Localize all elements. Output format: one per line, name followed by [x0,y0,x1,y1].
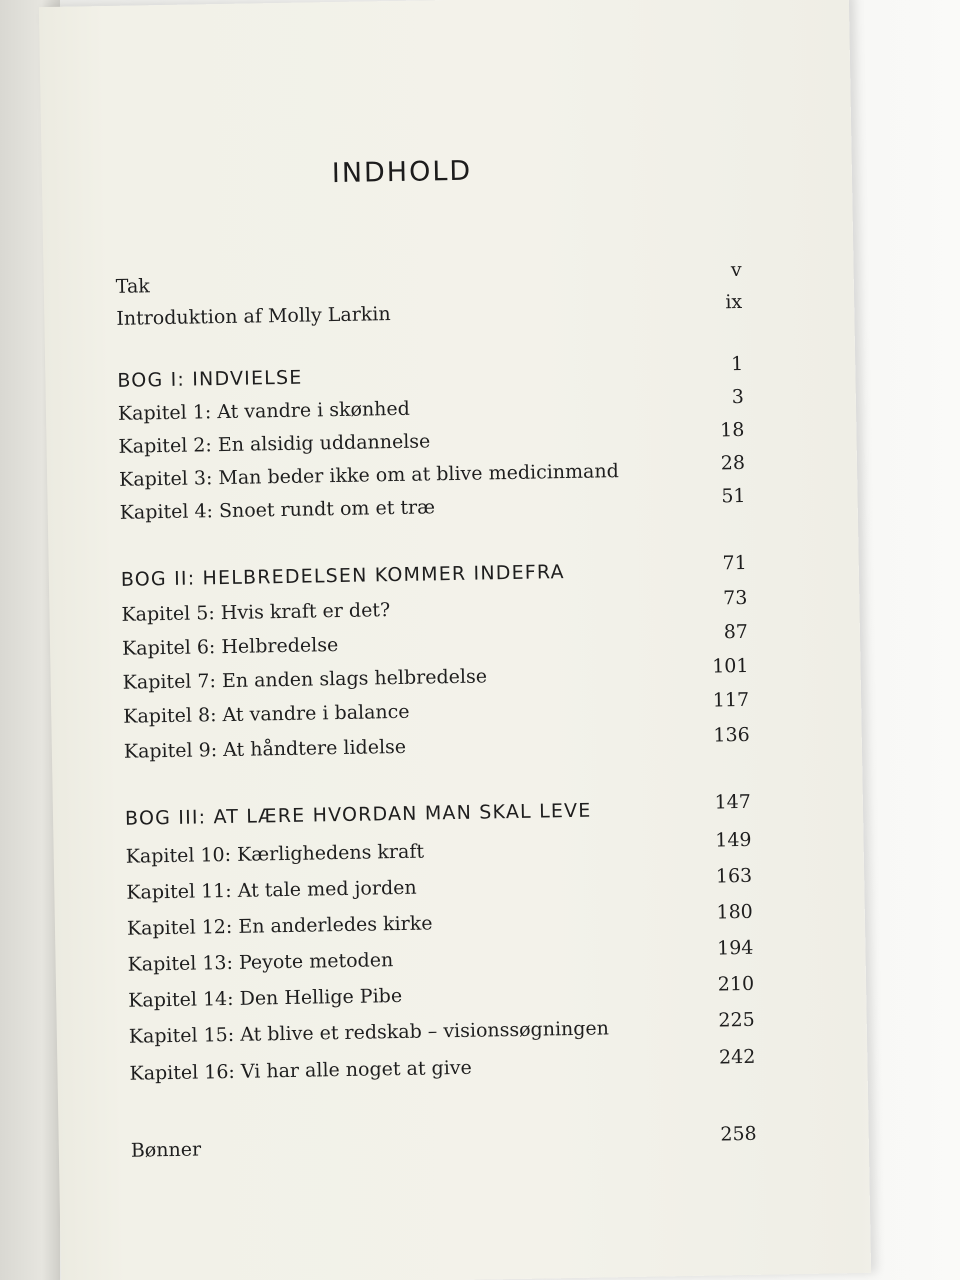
toc-entry-title: Kapitel 13: Peyote metoden [127,949,394,976]
toc-entry-prayers [130,1122,757,1170]
page-edge-highlight [860,0,960,1280]
toc-entry-chapter-8 [123,688,750,736]
toc-entry-page: 87 [723,620,749,644]
toc-entry-page: 242 [718,1045,756,1069]
toc-section-title: BOG I: INDVIELSE [117,366,303,392]
toc-entry-title: Kapitel 15: At blive et redskab – visionssøgningen [128,1017,610,1048]
page-title: INDHOLD [331,155,473,190]
toc-entry-chapter-9 [123,723,750,771]
toc-entry-title: Kapitel 16: Vi har alle noget at give [129,1056,472,1085]
toc-section-book-3 [124,790,752,838]
toc-entry-page: 3 [731,385,744,409]
toc-entry-chapter-13 [127,936,754,984]
toc-entry-page: 117 [712,688,750,712]
toc-entry-page: 73 [722,586,748,610]
toc-entry-title: Bønner [130,1138,202,1162]
toc-entry-title: Kapitel 7: En anden slags helbredelse [122,665,488,694]
toc-entry-page: 28 [720,451,746,475]
toc-entry-title: Kapitel 11: At tale med jorden [126,876,417,904]
book-page [39,0,871,1280]
toc-entry-chapter-15 [128,1008,755,1056]
toc-entry-page: 210 [717,972,755,996]
toc-entry-page: 163 [715,864,753,888]
toc-entry-title: Kapitel 5: Hvis kraft er det? [121,599,391,626]
toc-entry-page: 225 [718,1008,755,1032]
toc-entry-page: 71 [722,551,747,575]
toc-section-title: BOG III: AT LÆRE HVORDAN MAN SKAL LEVE [124,799,592,830]
toc-entry-title: Kapitel 9: At håndtere lidelse [123,735,407,763]
toc-entry-chapter-12 [126,900,753,948]
toc-entry-page: 51 [721,484,746,508]
toc-entry-title: Introduktion af Molly Larkin [116,303,391,330]
toc-entry-page: 101 [712,654,749,678]
toc-entry-page: 18 [720,418,745,442]
toc-entry-page: 149 [715,828,752,852]
toc-entry-title: Kapitel 10: Kærlighedens kraft [125,840,425,868]
toc-entry-page: 136 [713,723,750,747]
toc-entry-page: 258 [720,1122,757,1146]
toc-entry-title: Kapitel 8: At vandre i balance [123,700,410,728]
toc-entry-title: Kapitel 1: At vandre i skønhed [117,397,411,425]
toc-entry-title: Kapitel 14: Den Hellige Pibe [128,984,403,1012]
toc-entry-title: Kapitel 12: En anderledes kirke [126,912,433,940]
toc-section-book-2 [120,551,747,599]
toc-entry-title: Kapitel 3: Man beder ikke om at blive medicinmand [118,460,619,491]
toc-entry-page: 147 [714,790,752,814]
toc-entry-title: Kapitel 4: Snoet rundt om et træ [119,496,436,524]
toc-entry-chapter-10 [125,828,752,876]
toc-entry-page: 194 [716,936,754,960]
toc-entry-title: Tak [115,275,151,298]
toc-entry-title: Kapitel 6: Helbredelse [121,634,339,660]
toc-section-title: BOG II: HELBREDELSEN KOMMER INDEFRA [120,561,565,591]
toc-entry-chapter-16 [129,1045,756,1093]
toc-entry-page: 1 [730,352,744,376]
toc-entry-page: 180 [716,900,753,924]
toc-entry-title: Kapitel 2: En alsidig uddannelse [118,430,431,458]
toc-entry-page: ix [725,290,743,314]
toc-entry-page: v [730,258,742,282]
